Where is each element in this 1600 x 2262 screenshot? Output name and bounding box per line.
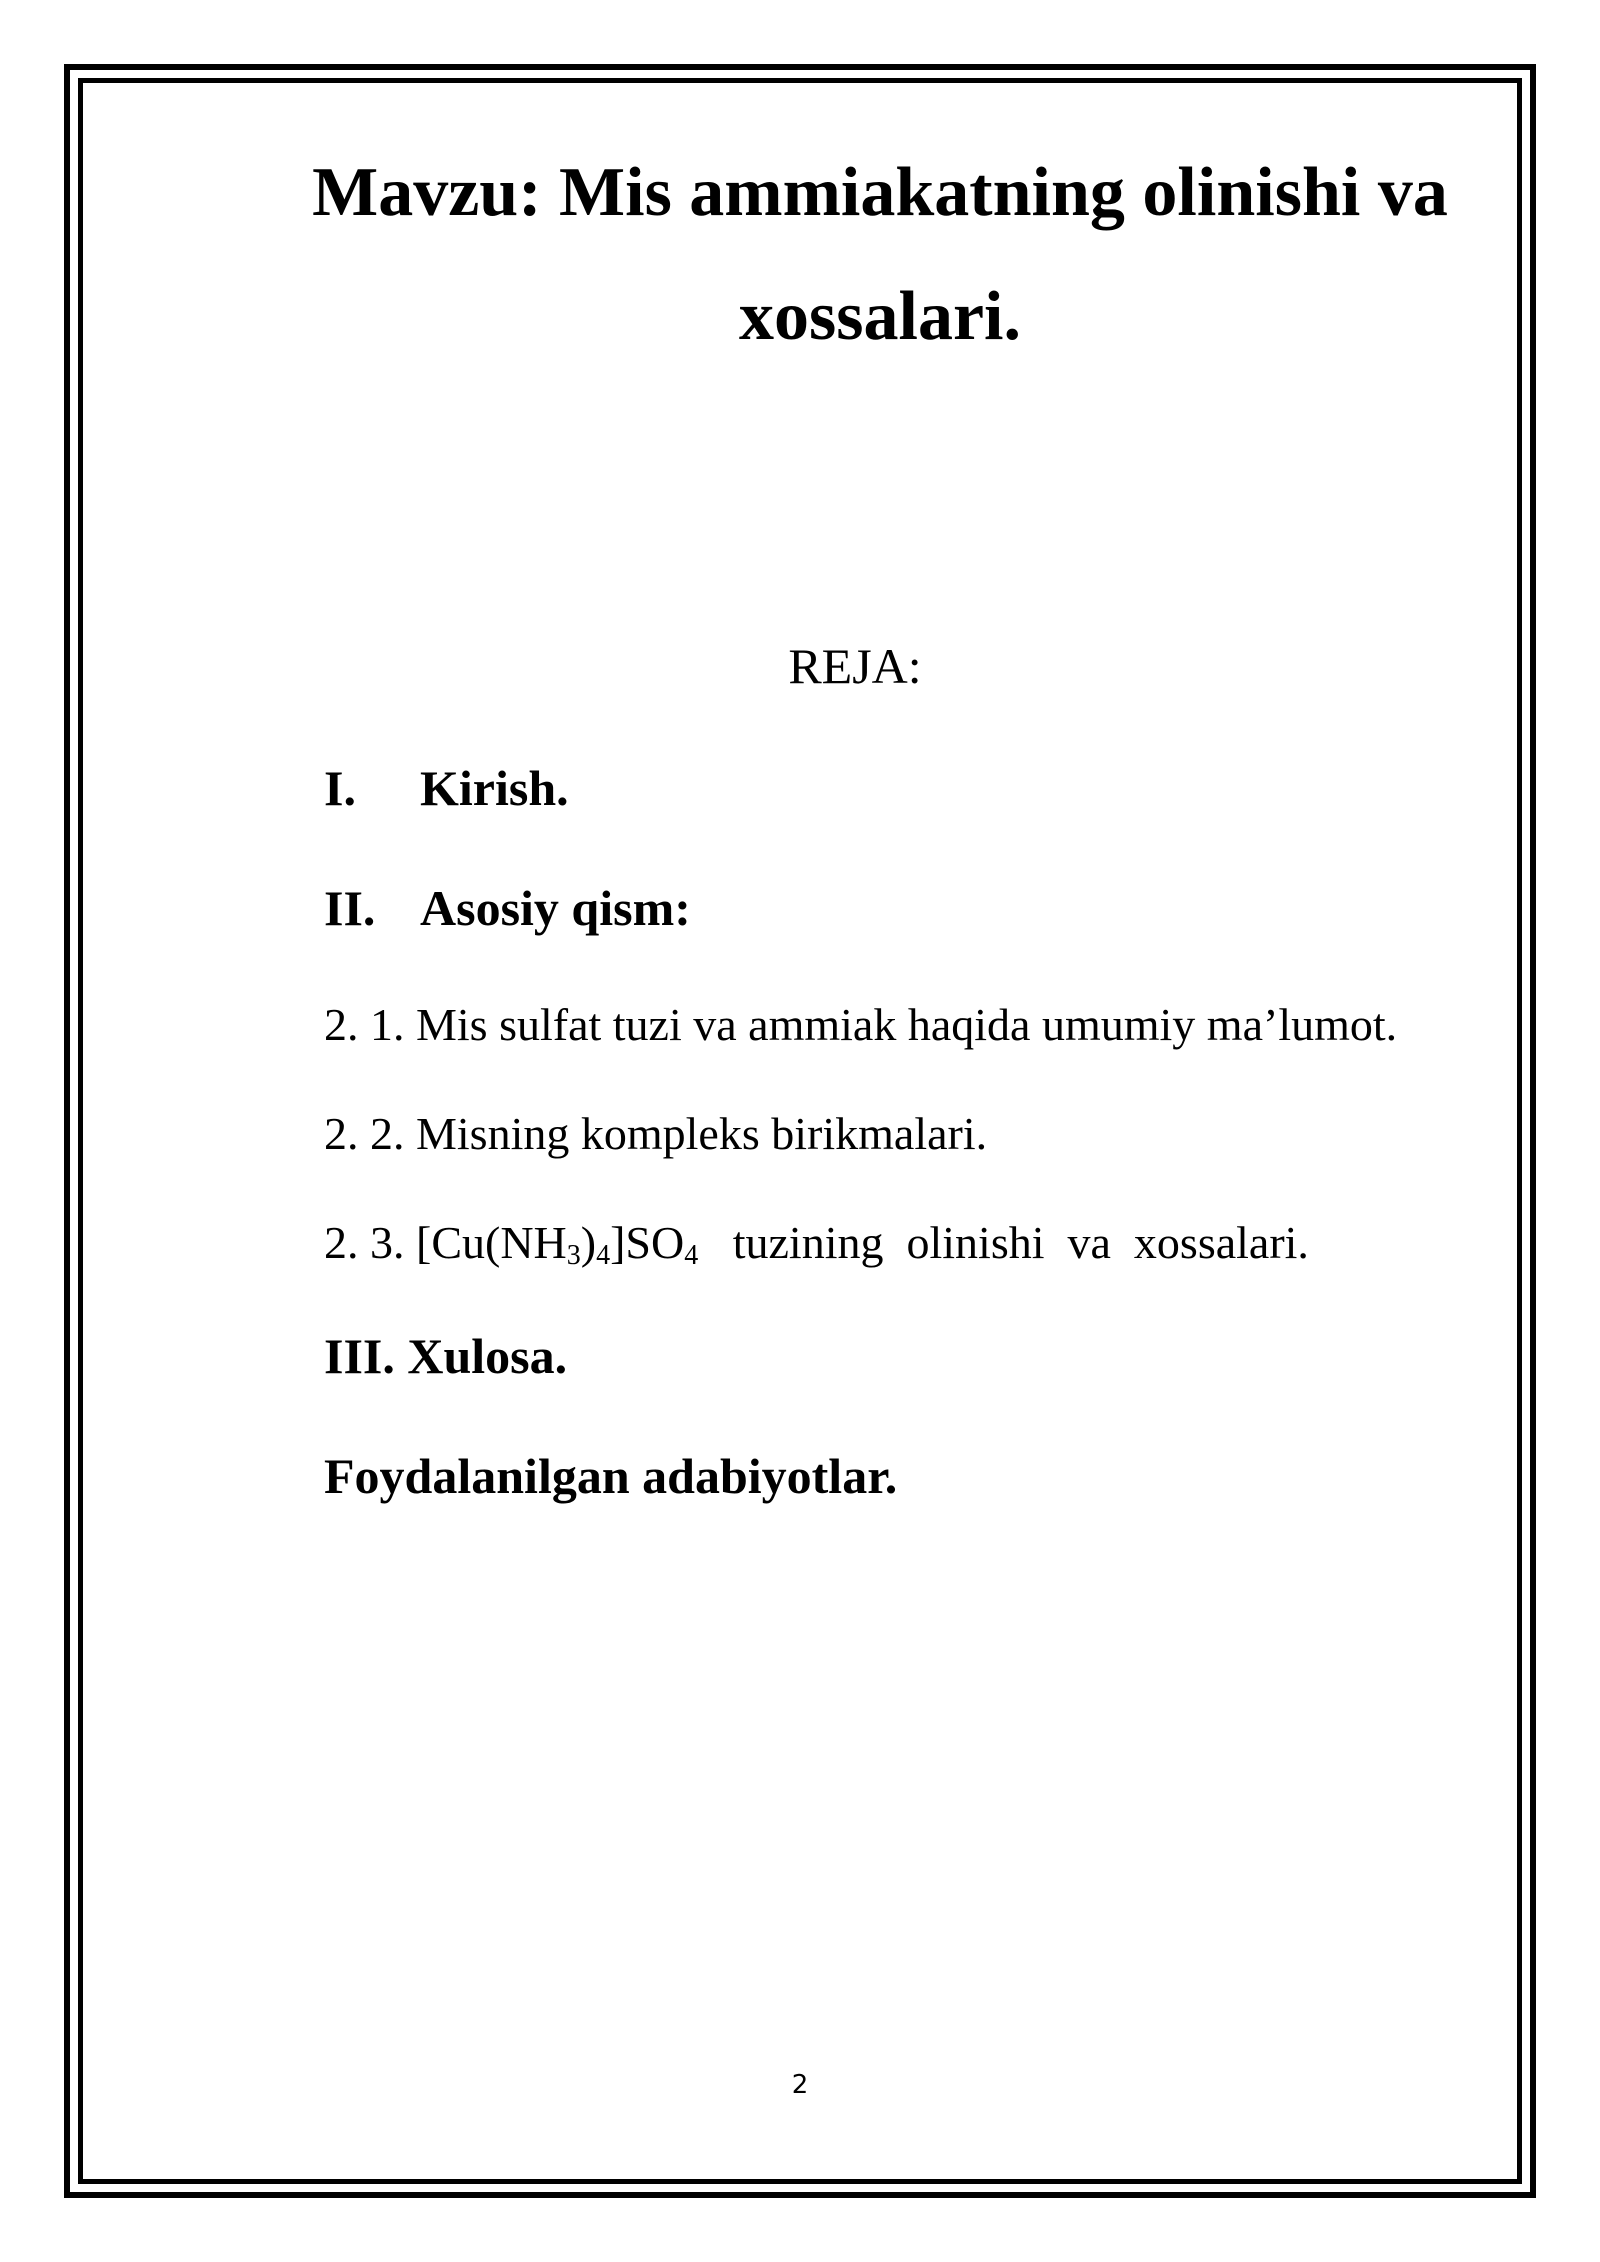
plan-subitem-2-2: 2. 2. Misning kompleks birikmalari. (324, 1108, 988, 1159)
formula-subscript-4-so: 4 (684, 1240, 699, 1271)
plan-item-intro-label: Kirish. (420, 760, 569, 816)
document-title-line-1: Mavzu: Mis ammiakatning olinishi va (312, 154, 1448, 231)
plan-item-main (324, 882, 691, 934)
plan-subitem-2-1: 2. 1. Mis sulfat tuzi va ammiak haqida umumiy ma’lumot. (324, 999, 1398, 1050)
formula-prefix: 2. 3. [Cu(NH (324, 1217, 567, 1268)
plan-item-references: Foydalanilgan adabiyotlar. (324, 1448, 898, 1504)
roman-numeral-1: I. (324, 760, 356, 816)
plan-item-main-label: Asosiy qism: (420, 880, 691, 936)
plan-item-conclusion: III. Xulosa. (324, 1328, 568, 1384)
formula-part: ) (580, 1217, 597, 1268)
roman-numeral-2: II. (324, 880, 376, 936)
document-title-line-2: xossalari. (739, 278, 1021, 355)
plan-subitem-2-3-text: tuzining olinishi va xossalari. (698, 1217, 1309, 1268)
plan-item-intro (324, 762, 569, 814)
formula-subscript-3: 3 (566, 1240, 581, 1271)
formula-part-so: ]SO (610, 1217, 685, 1268)
formula-subscript-4: 4 (596, 1240, 611, 1271)
plan-heading: REJA: (788, 638, 922, 694)
plan-subitem-2-3 (324, 1217, 1309, 1271)
page-number: 2 (791, 2070, 809, 2100)
